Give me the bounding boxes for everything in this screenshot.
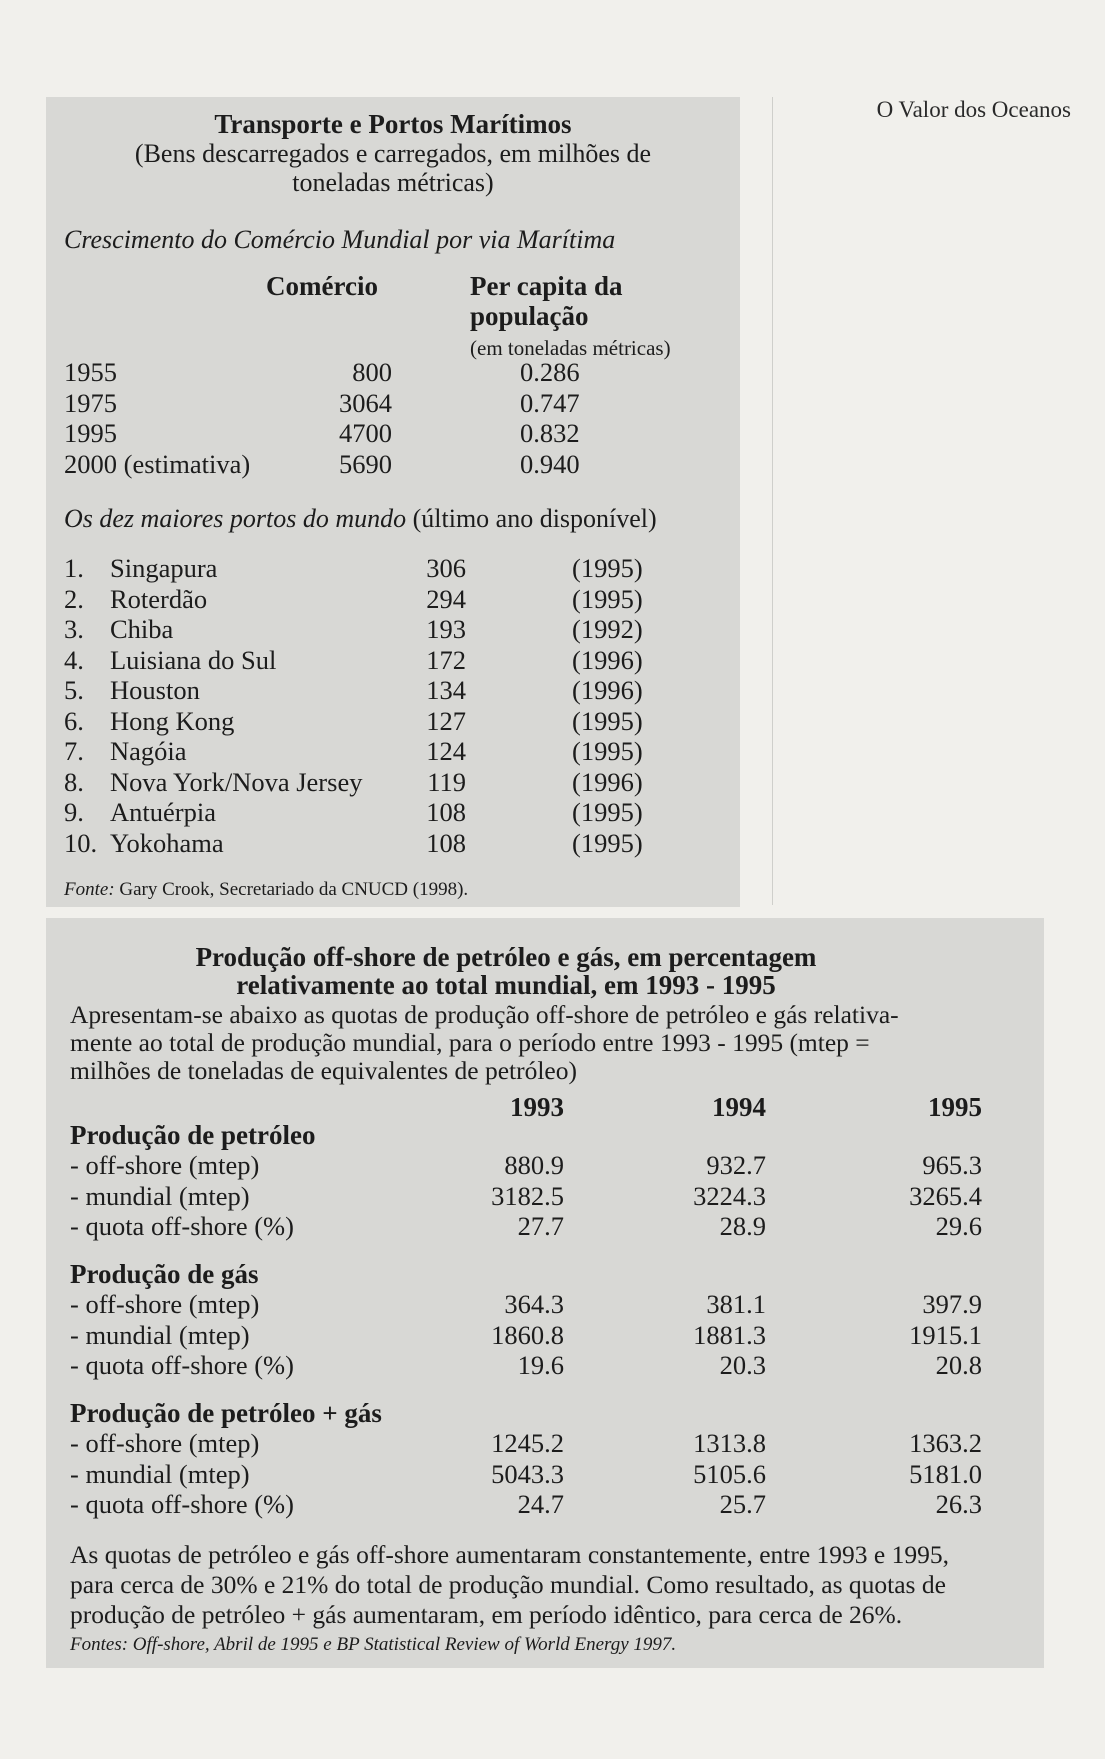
- offshore-row-label: - mundial (mtep): [70, 1180, 250, 1211]
- trade-row-year: 1955: [64, 357, 117, 387]
- group-heading: Produção de gás: [70, 1259, 259, 1289]
- group-heading: Produção de petróleo + gás: [70, 1398, 382, 1428]
- col-trade-header: Comércio: [266, 271, 378, 301]
- trade-row-year: 1975: [64, 387, 117, 418]
- port-rank: 6.: [64, 705, 84, 736]
- trade-row-percapita: 0.286: [520, 357, 580, 387]
- port-name: Roterdão: [110, 583, 208, 614]
- offshore-row-value: 1881.3: [693, 1319, 766, 1350]
- port-value: 193: [426, 614, 466, 644]
- ports-subtitle-line1: (Bens descarregados e carregados, em milhões de: [134, 139, 652, 168]
- year-header: 1995: [928, 1092, 982, 1122]
- port-name: Houston: [110, 675, 200, 705]
- port-rank: 9.: [64, 797, 84, 827]
- offshore-row-label: - off-shore (mtep): [70, 1150, 260, 1180]
- trade-row-value: 5690: [339, 448, 392, 479]
- port-value: 294: [426, 583, 466, 614]
- port-name: Hong Kong: [110, 705, 235, 736]
- offshore-row-value: 3224.3: [693, 1180, 766, 1211]
- offshore-note-line2: para cerca de 30% e 21% do total de produção mundial. Como resultado, as quotas de: [70, 1570, 946, 1599]
- offshore-row-value: 25.7: [719, 1489, 766, 1519]
- offshore-row-value: 29.6: [935, 1211, 982, 1241]
- ports-source: [64, 879, 468, 901]
- ports-source-label: Fonte:: [64, 879, 115, 900]
- offshore-row-value: 5105.6: [693, 1458, 766, 1489]
- ports-source-text: Gary Crook, Secretariado da CNUCD (1998).: [119, 879, 469, 900]
- offshore-row-value: 880.9: [504, 1150, 564, 1180]
- offshore-row-value: 381.1: [706, 1289, 766, 1319]
- port-rank: 5.: [64, 675, 84, 705]
- offshore-row-value: 1245.2: [491, 1428, 564, 1458]
- port-name: Antuérpia: [110, 797, 216, 827]
- port-rank: 8.: [64, 766, 84, 797]
- port-year: (1996): [572, 644, 643, 675]
- trade-row-value: 3064: [339, 387, 392, 418]
- col-percapita-header-line2: população: [470, 301, 589, 331]
- port-year: (1995): [572, 583, 643, 614]
- offshore-row-label: - mundial (mtep): [70, 1458, 250, 1489]
- offshore-sources: Fontes: Off-shore, Abril de 1995 e BP Statistical Review of World Energy 1997.: [70, 1634, 677, 1655]
- ports-heading: [64, 504, 657, 534]
- port-value: 108: [426, 827, 466, 858]
- offshore-row-value: 1363.2: [909, 1428, 982, 1458]
- port-name: Nova York/Nova Jersey: [110, 766, 363, 797]
- year-header: 1993: [510, 1092, 564, 1122]
- ports-heading-italic: Os dez maiores portos do mundo: [64, 504, 407, 533]
- offshore-row-value: 24.7: [517, 1489, 564, 1519]
- port-value: 172: [426, 644, 466, 675]
- offshore-row-label: - mundial (mtep): [70, 1319, 250, 1350]
- offshore-row-value: 19.6: [517, 1350, 564, 1380]
- offshore-row-label: - off-shore (mtep): [70, 1428, 260, 1458]
- port-name: Luisiana do Sul: [110, 644, 277, 675]
- trade-row-percapita: 0.940: [520, 448, 580, 479]
- offshore-note-line3: produção de petróleo + gás aumentaram, em período idêntico, para cerca de 26%.: [70, 1600, 903, 1629]
- offshore-row-value: 1915.1: [909, 1319, 982, 1350]
- offshore-note-line1: As quotas de petróleo e gás off-shore aumentaram constantemente, entre 1993 e 1995,: [70, 1540, 949, 1569]
- col-percapita-header-line1: Per capita da: [470, 271, 623, 301]
- offshore-row-value: 5043.3: [491, 1458, 564, 1489]
- offshore-row-label: - quota off-shore (%): [70, 1350, 294, 1380]
- offshore-title-line1: Produção off-shore de petróleo e gás, em percentagem: [195, 942, 817, 972]
- ports-subtitle-line2: toneladas métricas): [292, 168, 494, 197]
- offshore-row-value: 364.3: [504, 1289, 564, 1319]
- trade-row-value: 800: [352, 357, 392, 387]
- offshore-title-line2: relativamente ao total mundial, em 1993 - 1995: [236, 970, 776, 1000]
- offshore-row-value: 5181.0: [909, 1458, 982, 1489]
- offshore-row-value: 28.9: [719, 1211, 766, 1241]
- ports-heading-rest: (último ano disponível): [412, 504, 657, 533]
- port-name: Chiba: [110, 614, 174, 644]
- port-name: Yokohama: [110, 827, 224, 858]
- ports-infobox: [46, 97, 740, 907]
- offshore-row-label: - quota off-shore (%): [70, 1489, 294, 1519]
- port-value: 134: [426, 675, 466, 705]
- trade-row-year: 2000 (estimativa): [64, 448, 251, 479]
- offshore-row-value: 1860.8: [491, 1319, 564, 1350]
- offshore-intro-line1: Apresentam-se abaixo as quotas de produção off-shore de petróleo e gás relativa-: [70, 1000, 899, 1029]
- port-year: (1995): [572, 736, 643, 766]
- offshore-row-value: 1313.8: [693, 1428, 766, 1458]
- offshore-row-value: 26.3: [935, 1489, 982, 1519]
- offshore-row-value: 3265.4: [909, 1180, 982, 1211]
- port-name: Singapura: [110, 553, 218, 583]
- port-value: 127: [426, 705, 466, 736]
- offshore-row-label: - quota off-shore (%): [70, 1211, 294, 1241]
- port-year: (1995): [572, 553, 643, 583]
- offshore-row-value: 965.3: [922, 1150, 982, 1180]
- trade-row-percapita: 0.832: [520, 418, 580, 448]
- port-value: 119: [427, 766, 466, 797]
- port-year: (1995): [572, 797, 643, 827]
- port-year: (1996): [572, 766, 643, 797]
- port-rank: 4.: [64, 644, 84, 675]
- offshore-infobox: [46, 918, 1044, 1668]
- port-year: (1996): [572, 675, 643, 705]
- ports-title: Transporte e Portos Marítimos: [214, 109, 572, 139]
- port-rank: 7.: [64, 736, 84, 766]
- port-value: 124: [426, 736, 466, 766]
- port-value: 306: [426, 553, 466, 583]
- port-rank: 10.: [64, 827, 98, 858]
- trade-row-year: 1995: [64, 418, 117, 448]
- col-percapita-unit: (em toneladas métricas): [470, 336, 671, 360]
- trade-growth-heading: Crescimento do Comércio Mundial por via Marítima: [64, 225, 616, 254]
- group-heading: Produção de petróleo: [70, 1120, 316, 1150]
- port-year: (1992): [572, 614, 643, 644]
- year-header: 1994: [712, 1092, 766, 1122]
- port-year: (1995): [572, 827, 643, 858]
- column-divider: [772, 97, 773, 905]
- offshore-row-value: 932.7: [706, 1150, 766, 1180]
- trade-row-percapita: 0.747: [520, 387, 580, 418]
- port-rank: 2.: [64, 583, 84, 614]
- port-value: 108: [426, 797, 466, 827]
- offshore-row-value: 20.3: [719, 1350, 766, 1380]
- port-rank: 3.: [64, 614, 84, 644]
- offshore-row-value: 20.8: [935, 1350, 982, 1380]
- offshore-intro-line2: mente ao total de produção mundial, para o período entre 1993 - 1995 (mtep =: [70, 1028, 870, 1057]
- port-rank: 1.: [64, 553, 84, 583]
- offshore-row-value: 397.9: [922, 1289, 982, 1319]
- offshore-row-value: 3182.5: [491, 1180, 564, 1211]
- offshore-row-label: - off-shore (mtep): [70, 1289, 260, 1319]
- port-name: Nagóia: [110, 736, 187, 766]
- offshore-row-value: 27.7: [517, 1211, 564, 1241]
- trade-row-value: 4700: [339, 418, 392, 448]
- port-year: (1995): [572, 705, 643, 736]
- offshore-intro-line3: milhões de toneladas de equivalentes de petróleo): [70, 1056, 577, 1085]
- running-header: O Valor dos Oceanos: [876, 97, 1071, 122]
